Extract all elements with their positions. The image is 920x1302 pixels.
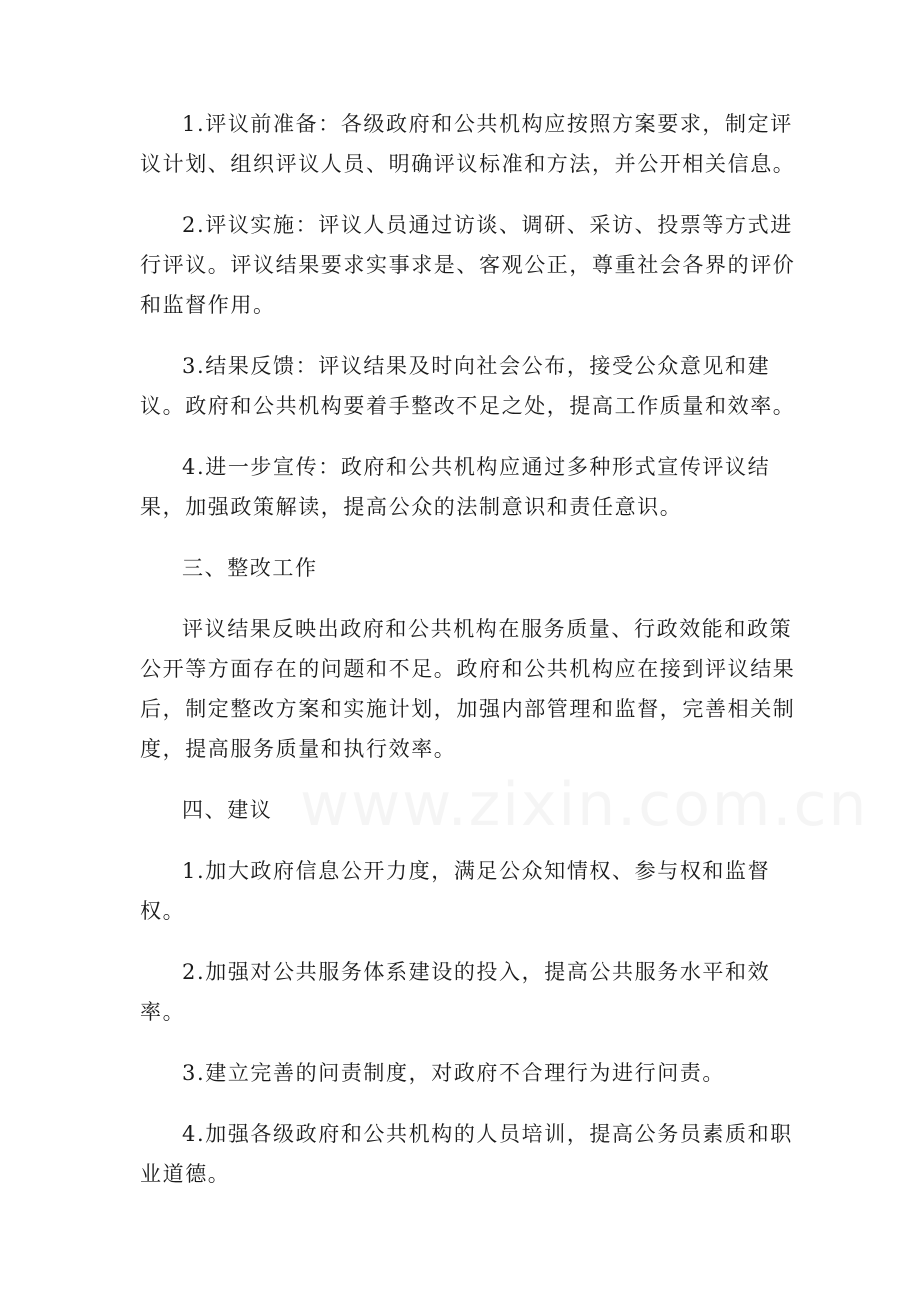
section-three-heading: 三、整改工作	[182, 556, 318, 580]
section-four-item-2: 2.加强对公共服务体系建设的投入，提高公共服务水平和效率。	[140, 960, 771, 1024]
section-two-item-3: 3.结果反馈：评议结果及时向社会公布，接受公众意见和建议。政府和公共机构要着手整改不足之处，提高工作质量和效率。	[140, 354, 796, 418]
document-body	[140, 104, 800, 1215]
section-three-body: 评议结果反映出政府和公共机构在服务质量、行政效能和政策公开等方面存在的问题和不足。政府和公共机构应在接到评议结果后，制定整改方案和实施计划，加强内部管理和监督，完善相关制度，提高服务质量和执行效率。	[140, 617, 796, 761]
section-four-item-3: 3.建立完善的问责制度，对政府不合理行为进行问责。	[182, 1061, 726, 1085]
section-four-heading: 四、建议	[182, 798, 273, 822]
section-two-item-4: 4.进一步宣传：政府和公共机构应通过多种形式宣传评议结果，加强政策解读，提高公众的法制意识和责任意识。	[140, 455, 771, 519]
section-four-item-4: 4.加强各级政府和公共机构的人员培训，提高公务员素质和职业道德。	[140, 1122, 793, 1186]
section-two-item-1: 1.评议前准备：各级政府和公共机构应按照方案要求，制定评议计划、组织评议人员、明确评议标准和方法，并公开相关信息。	[140, 112, 796, 176]
watermark: www.zixin.com.cn	[300, 770, 869, 840]
section-two-item-2: 2.评议实施：评议人员通过访谈、调研、采访、投票等方式进行评议。评议结果要求实事求是、客观公正，尊重社会各界的评价和监督作用。	[140, 213, 796, 317]
section-four-item-1: 1.加大政府信息公开力度，满足公众知情权、参与权和监督权。	[140, 859, 771, 923]
